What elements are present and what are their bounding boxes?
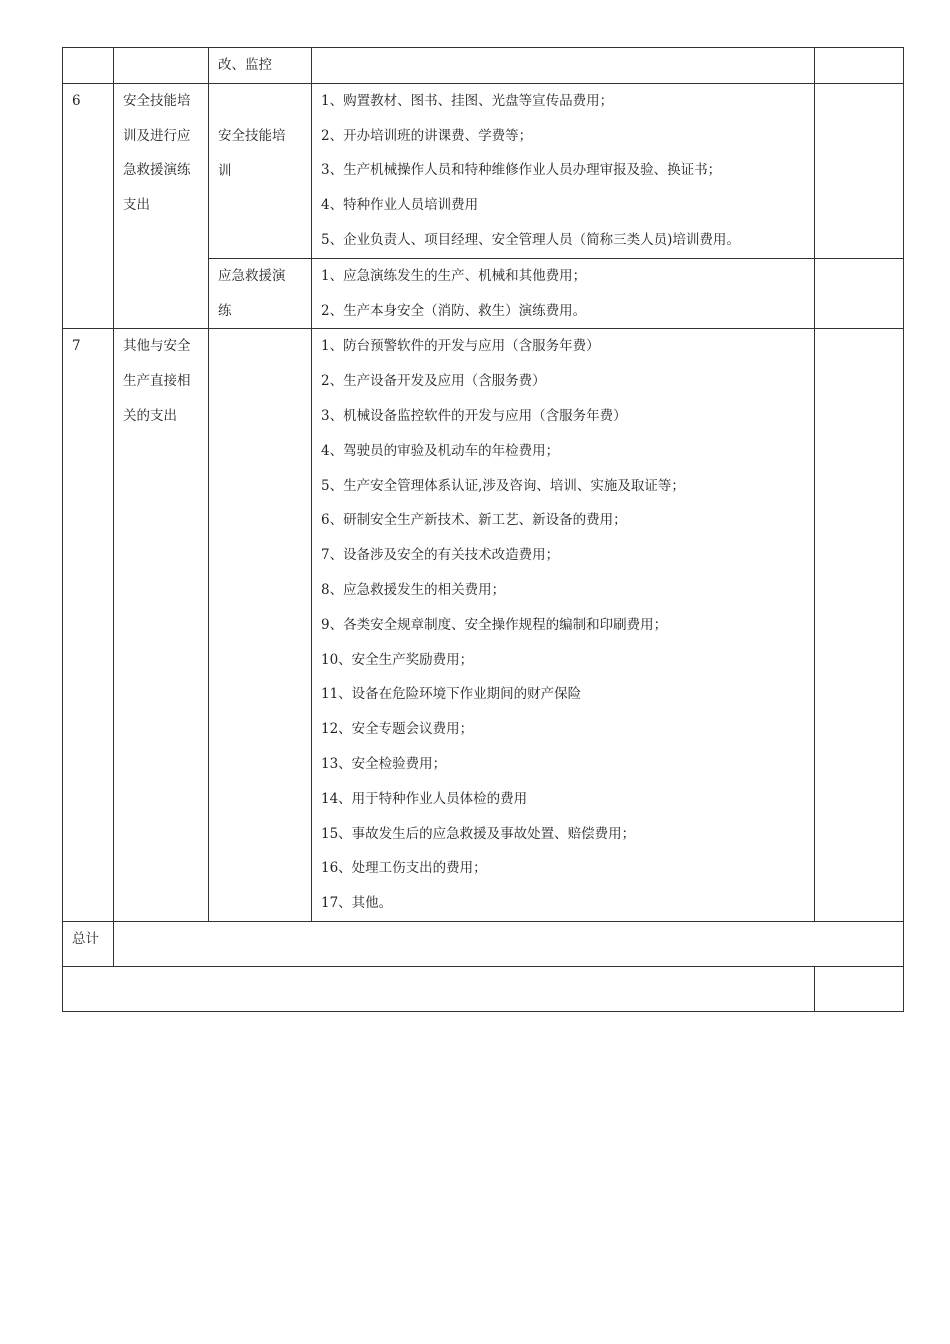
subcategory-6a: 安全技能培 训 [209, 83, 312, 258]
list-item: 6、研制安全生产新技术、新工艺、新设备的费用； [321, 512, 627, 529]
list-item: 13、安全检验费用； [321, 755, 447, 772]
list-item: 15、事故发生后的应急救援及事故处置、赔偿费用； [321, 825, 636, 842]
list-item: 9、各类安全规章制度、安全操作规程的编制和印刷费用； [321, 616, 668, 633]
blank-cell-wide [63, 966, 815, 1011]
list-item: 2、生产设备开发及应用（含服务费） [321, 373, 546, 390]
table-row-continuation [63, 48, 904, 84]
total-value-empty [114, 921, 904, 966]
cell-subcategory [209, 48, 312, 84]
list-item: 12、安全专题会议费用； [321, 721, 474, 738]
subcategory-6b: 应急救援演 练 [209, 258, 312, 329]
list-item: 2、开办培训班的讲课费、学费等； [321, 127, 533, 144]
list-item: 16、处理工伤支出的费用； [321, 860, 487, 877]
category-6: 安全技能培 训及进行应 急救援演练 支出 [114, 83, 209, 329]
table-row-blank [63, 966, 904, 1011]
subcategory-7-empty [209, 329, 312, 922]
cell-amount-empty [815, 48, 904, 84]
list-item: 14、用于特种作业人员体检的费用 [321, 790, 528, 807]
subcategory-text: 改、监控 [218, 57, 272, 73]
row-number-6: 6 [63, 83, 114, 329]
list-item: 5、生产安全管理体系认证,涉及咨询、培训、实施及取证等； [321, 477, 685, 494]
blank-cell-amount [815, 966, 904, 1011]
expense-table [62, 47, 904, 1012]
list-item: 3、机械设备监控软件的开发与应用（含服务年费） [321, 407, 627, 424]
list-item: 1、购置教材、图书、挂图、光盘等宣传品费用； [321, 92, 614, 109]
list-item: 10、安全生产奖励费用； [321, 651, 474, 668]
amount-6a [815, 83, 904, 258]
row-number-7: 7 [63, 329, 114, 922]
list-item: 4、驾驶员的审验及机动车的年检费用； [321, 442, 560, 459]
items-6b [312, 258, 815, 329]
list-item: 8、应急救援发生的相关费用； [321, 581, 506, 598]
amount-7 [815, 329, 904, 922]
cell-items-empty [312, 48, 815, 84]
list-item: 1、应急演练发生的生产、机械和其他费用； [321, 267, 587, 284]
list-item: 4、特种作业人员培训费用 [321, 197, 479, 214]
items-7 [312, 329, 815, 922]
table-row-6a [63, 83, 904, 258]
table-row-total [63, 921, 904, 966]
items-6a [312, 83, 815, 258]
list-item: 3、生产机械操作人员和特种维修作业人员办理审报及验、换证书； [321, 162, 722, 179]
list-item: 5、企业负责人、项目经理、安全管理人员（简称三类人员)培训费用。 [321, 231, 740, 248]
list-item: 17、其他。 [321, 895, 393, 912]
amount-6b [815, 258, 904, 329]
cell-num-empty [63, 48, 114, 84]
list-item: 1、防台预警软件的开发与应用（含服务年费） [321, 338, 600, 355]
list-item: 2、生产本身安全（消防、救生）演练费用。 [321, 302, 587, 319]
category-7: 其他与安全 生产直接相 关的支出 [114, 329, 209, 922]
list-item: 11、设备在危险环境下作业期间的财产保险 [321, 686, 582, 703]
table-row-7 [63, 329, 904, 922]
cell-category-empty [114, 48, 209, 84]
total-label: 总计 [63, 921, 114, 966]
list-item: 7、设备涉及安全的有关技术改造费用； [321, 547, 560, 564]
